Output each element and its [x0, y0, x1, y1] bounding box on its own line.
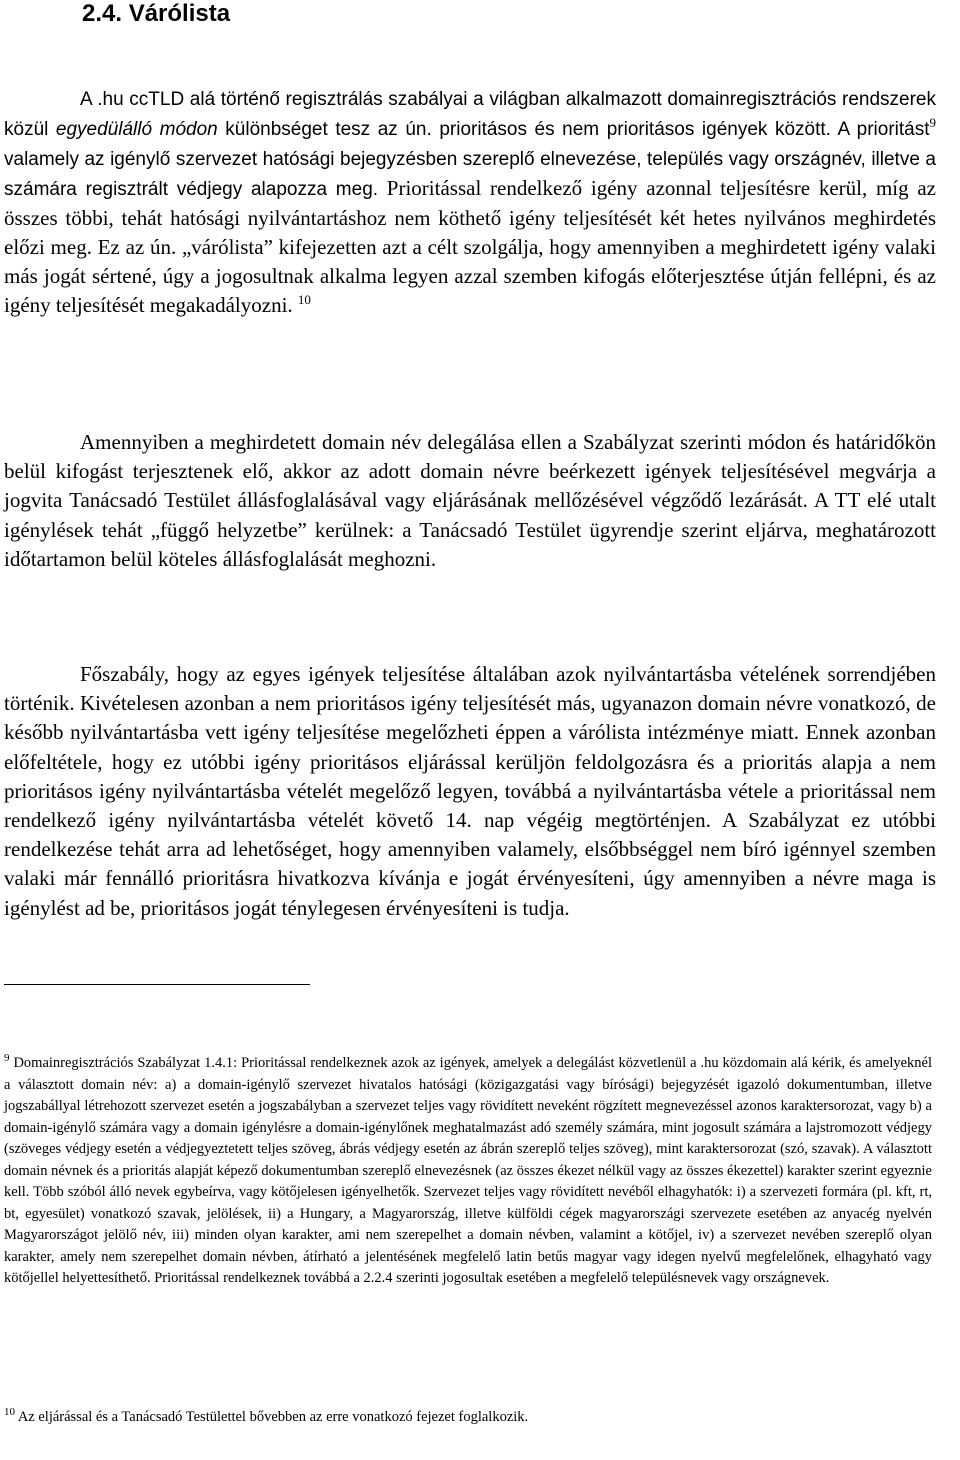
p1-emphasis: egyedülálló módon	[55, 119, 218, 140]
paragraph-foszabaly	[4, 660, 936, 923]
footnote-9	[4, 1053, 932, 1290]
paragraph-varolista-intro	[4, 84, 936, 320]
paragraph-kifogas	[4, 428, 936, 574]
section-heading: 2.4. Várólista	[82, 0, 231, 27]
p3-text: Főszabály, hogy az egyes igények teljesítése általában azok nyilvántartásba vételének sorrendjében történik. Kivételesen azonban a nem prioritásos igény teljesítését más, ugyanazon domain névre vonatkozó, de később nyilvántartásba vett igény teljesítése megelőzheti éppen a várólista intézménye miatt. Ennek azonban előfeltétele, hogy ez utóbbi igény prioritásos eljárással kerüljön feldolgozásra és a prioritás alapja a nem prioritásos igény nyilvántartásba vételét megelőző legyen, továbbá a nyilvántartásba vétele a prioritással nem rendelkező igény nyilvántartásba vételét követő 14. nap végéig megtörténjen. A Szabályzat ez utóbbi rendelkezése tehát arra ad lehetőséget, hogy amennyiben valamely, elsőbbséggel nem bíró igénnyel szemben valaki már fennálló prioritásra hivatkozva kívánja e jogát érvényesíteni, úgy amennyiben a névre maga is igénylést ad be, prioritásos jogát ténylegesen érvényesíteni is tudja.	[4, 662, 936, 920]
p1-text-a: A .hu ccTLD alá történő regisztrálás szabályai a világban alkalmazott domainregisztrációs rendszerek közül	[4, 89, 936, 140]
footnote-mark-10: 10	[4, 1406, 15, 1419]
footnote-9-text: Domainregisztrációs Szabályzat 1.4.1: Prioritással rendelkeznek azok az igények, amelyek a delegálást közvetlenül a .hu közdomain alá kérik, és amelyeknél a választott domain név: a) a domain-igénylő szervezet hivatalos hatósági (közigazgatási vagy bírósági) bejegyzését igazoló dokumentumban, illetve jogszabállyal létrehozott szervezet esetén a jogszabályban a szervezet teljes vagy rövidített neveként rögzített megnevezéssel azonos karaktersorozat, vagy b) a domain-igénylő számára vagy a domain igénylésre a domain-igénylőnek meghatalmazást adó személy számára, mint jogosult számára a lajstromozott védjegy (szöveges védjegy esetén a védjegyeztetett teljes szöveg, ábrás védjegy esetén az ábrán szereplő teljes szöveg), mint karaktersorozat (szó, szavak). A választott domain névnek és a prioritás alapját képező dokumentumban szereplő elnevezésnek (az összes ékezet nélkül vagy az összes ékezettel) karakter szerint egyeznie kell. Több szóból álló nevek egybeírva, vagy kötőjelesen igényelhetők. Szervezet teljes vagy rövidített nevéből elhagyhatók: i) a szervezeti formára (pl. kft, rt, bt, egyesület) vonatkozó szavak, jelölések, ii) a Hungary, a Magyarország, illetve külföldi cégek magyarországi szervezete esetében az anyacég nyelvén Magyarországot jelölő név, iii) minden olyan karakter, ami nem szerepelhet a domain névben, valamint a kötőjel, iv) a szervezet nevében szereplő olyan karakter, amely nem szerepelhet domain névben, átírható a jelentésének megfelelő latin betűs magyar vagy idegen nyelvű megfelelőnek, elhagyható vagy kötőjellel helyettesíthető. Prioritással rendelkeznek továbbá a 2.2.4 szerinti jogosultak esetében a megfelelő településnevek vagy országnevek.	[4, 1055, 932, 1286]
footnote-ref-9[interactable]: 9	[929, 115, 936, 130]
footnote-mark-9: 9	[4, 1052, 10, 1065]
footnote-10-text: Az eljárással és a Tanácsadó Testülettel bővebben az erre vonatkozó fejezet foglalkozik.	[15, 1409, 529, 1425]
footnote-ref-10[interactable]: 10	[297, 292, 311, 307]
p1-text-c: valamely az igénylő szervezet hatósági bejegyzésben szereplő elnevezése, település vagy országnév, illetve a számára regisztrált védjegy alapozza meg.	[4, 149, 936, 200]
p2-text: Amennyiben a meghirdetett domain név delegálása ellen a Szabályzat szerinti módon és határidőkön belül kifogást terjesztenek elő, akkor az adott domain névre beérkezett igények teljesítésével megvárja a jogvita Tanácsadó Testület állásfoglalásával vagy eljárásának mellőzésével végződő lezárását. A TT elé utalt igénylések tehát „függő helyzetbe” kerülnek: a Tanácsadó Testület ügyrendje szerint eljárva, meghatározott időtartamon belül köteles állásfoglalását meghozni.	[4, 430, 936, 571]
footnote-separator	[4, 984, 310, 985]
p1-text-b: különbséget tesz az ún. prioritásos és nem prioritásos igények között. A prioritást	[217, 119, 930, 140]
footnote-10	[4, 1407, 932, 1429]
p1-text-d: Prioritással rendelkező igény azonnal teljesítésre kerül, míg az összes többi, tehát hatósági nyilvántartáshoz nem köthető igény teljesítését két hetes nyilvános meghirdetés előzi meg. Ez az ún. „várólista” kifejezetten azt a célt szolgálja, hogy amennyiben a meghirdetett igény valaki más jogát sértené, úgy a jogosultnak alkalma legyen azzal szemben kifogás előterjesztése útján fellépni, és az igény teljesítését megakadályozni.	[4, 176, 937, 317]
